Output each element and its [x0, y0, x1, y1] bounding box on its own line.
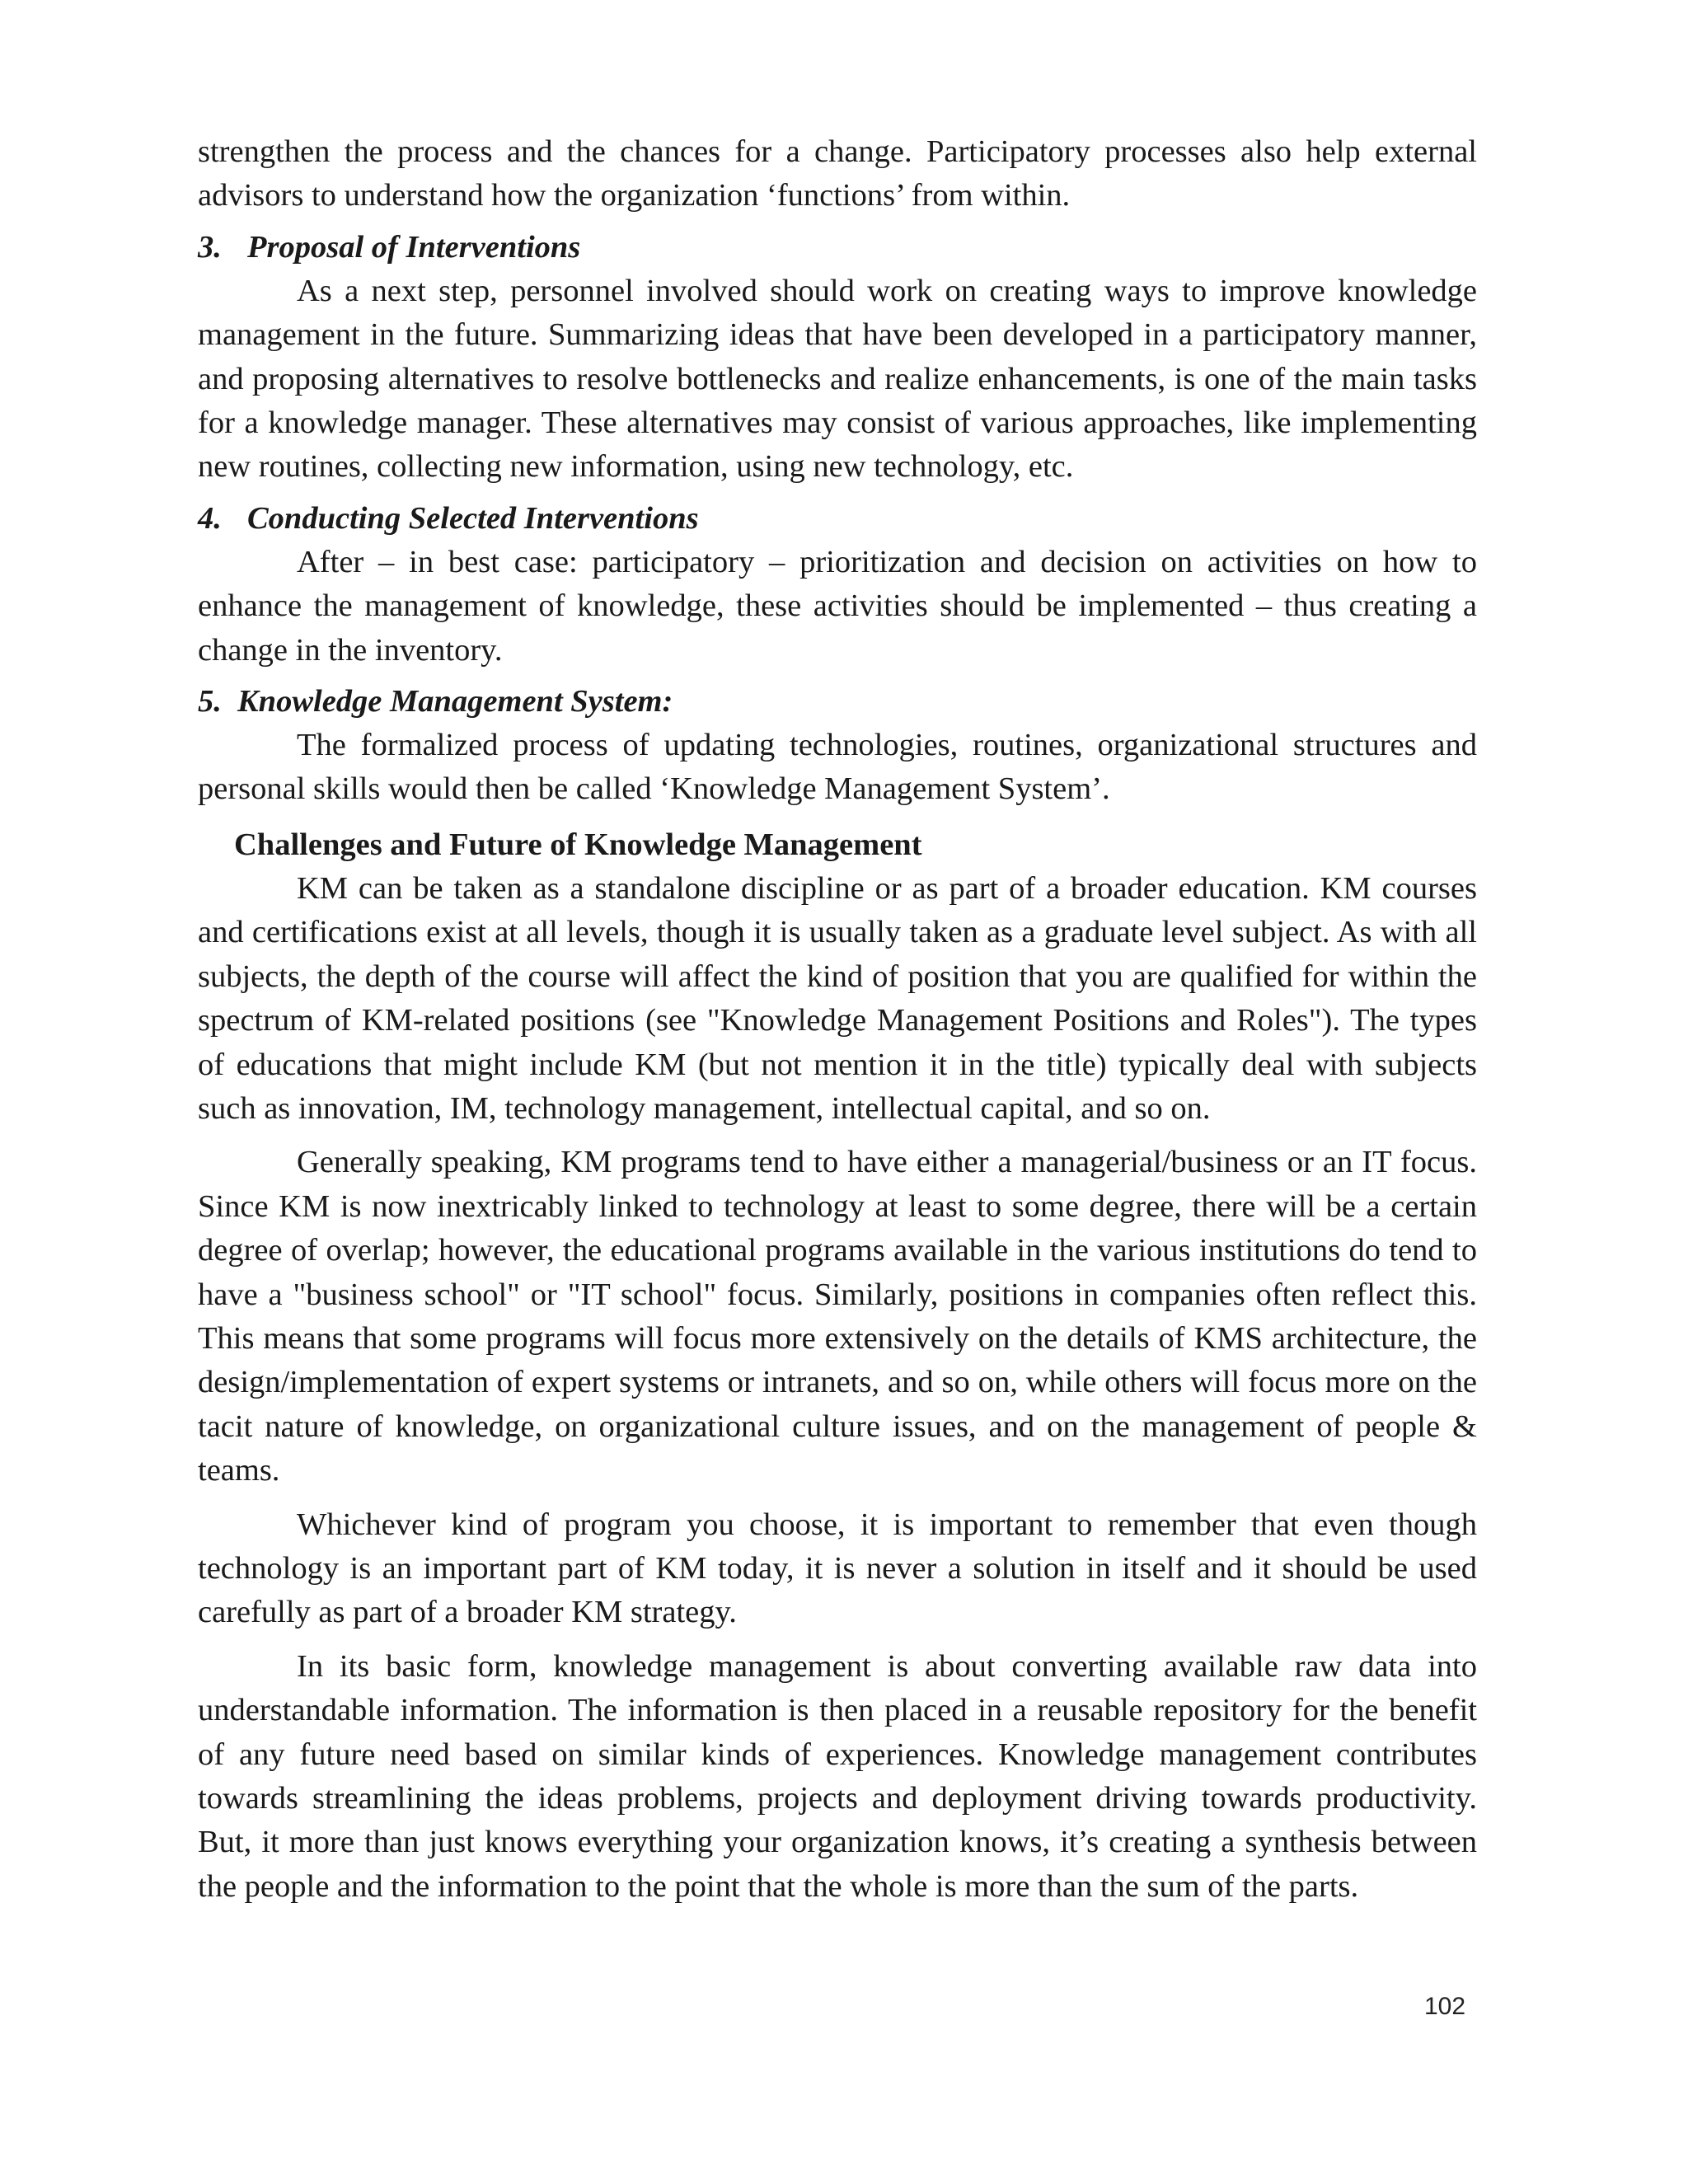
item3-number: 3. [198, 229, 222, 265]
section-paragraph: Generally speaking, KM programs tend to have either a managerial/business or an IT focus. Since KM is now inextricably linked to technology at least to some degree, there will be a certain degree of overlap; however, the educational programs available in the various institutions do tend to have a "business school" or "IT school" focus. Similarly, positions in companies often reflect this. This means that some programs will focus more extensively on the details of KMS architecture, the design/implementation of expert systems or intranets, and so on, while others will focus more on the tacit nature of knowledge, on organizational culture issues, and on the management of people & teams. [198, 1145, 1477, 1488]
item3-paragraph: As a next step, personnel involved should work on creating ways to improve knowledge management in the future. Summarizing ideas that have been developed in a participatory manner, and proposing alternatives to resolve bottlenecks and realize enhancements, is one of the main tasks for a knowledge manager. These alternatives may consist of various approaches, like implementing new routines, collecting new information, using new technology, etc. [198, 273, 1477, 485]
section-paragraph: In its basic form, knowledge management is about converting available raw data into understandable information. The information is then placed in a reusable repository for the benefit of any future need based on similar kinds of experiences. Knowledge management contributes towards streamlining the ideas problems, projects and deployment driving towards productivity. But, it more than just knows everything your organization knows, it’s creating a synthesis between the people and the information to the point that the whole is more than the sum of the parts. [198, 1648, 1477, 1904]
item4-heading [198, 497, 1477, 541]
item4-heading-text: Conducting Selected Interventions [247, 500, 699, 536]
page-content [198, 130, 1477, 1909]
item5-number: 5. [198, 684, 222, 719]
item3-heading [198, 226, 1477, 269]
section-paragraph: KM can be taken as a standalone discipline or as part of a broader education. KM courses and certifications exist at all levels, though it is usually taken as a graduate level subject. As with all subjects, the depth of the course will affect the kind of position that you are qualified for within the spectrum of KM-related positions (see "Knowledge Management Positions and Roles"). The types of educations that might include KM (but not mention it in the title) typically deal with subjects such as innovation, IM, technology management, intellectual capital, and so on. [198, 870, 1477, 1126]
item3-heading-text: Proposal of Interventions [247, 229, 581, 265]
item5-heading [198, 680, 1477, 724]
section-heading: Challenges and Future of Knowledge Management [234, 827, 922, 862]
section-paragraph: Whichever kind of program you choose, it is important to remember that even though technology is an important part of KM today, it is never a solution in itself and it should be used carefully as part of a broader KM strategy. [198, 1507, 1477, 1630]
item5-paragraph: The formalized process of updating technologies, routines, organizational structures and personal skills would then be called ‘Knowledge Management System’. [198, 728, 1477, 807]
page-number: 102 [1424, 1993, 1466, 2020]
item5-heading-text: Knowledge Management System: [237, 684, 673, 719]
intro-paragraph: strengthen the process and the chances for a change. Participatory processes also help external advisors to understand how the organization ‘functions’ from within. [198, 134, 1477, 213]
item4-paragraph: After – in best case: participatory – prioritization and decision on activities on how to enhance the management of knowledge, these activities should be implemented – thus creating a change in the inventory. [198, 544, 1477, 668]
item4-number: 4. [198, 500, 222, 536]
